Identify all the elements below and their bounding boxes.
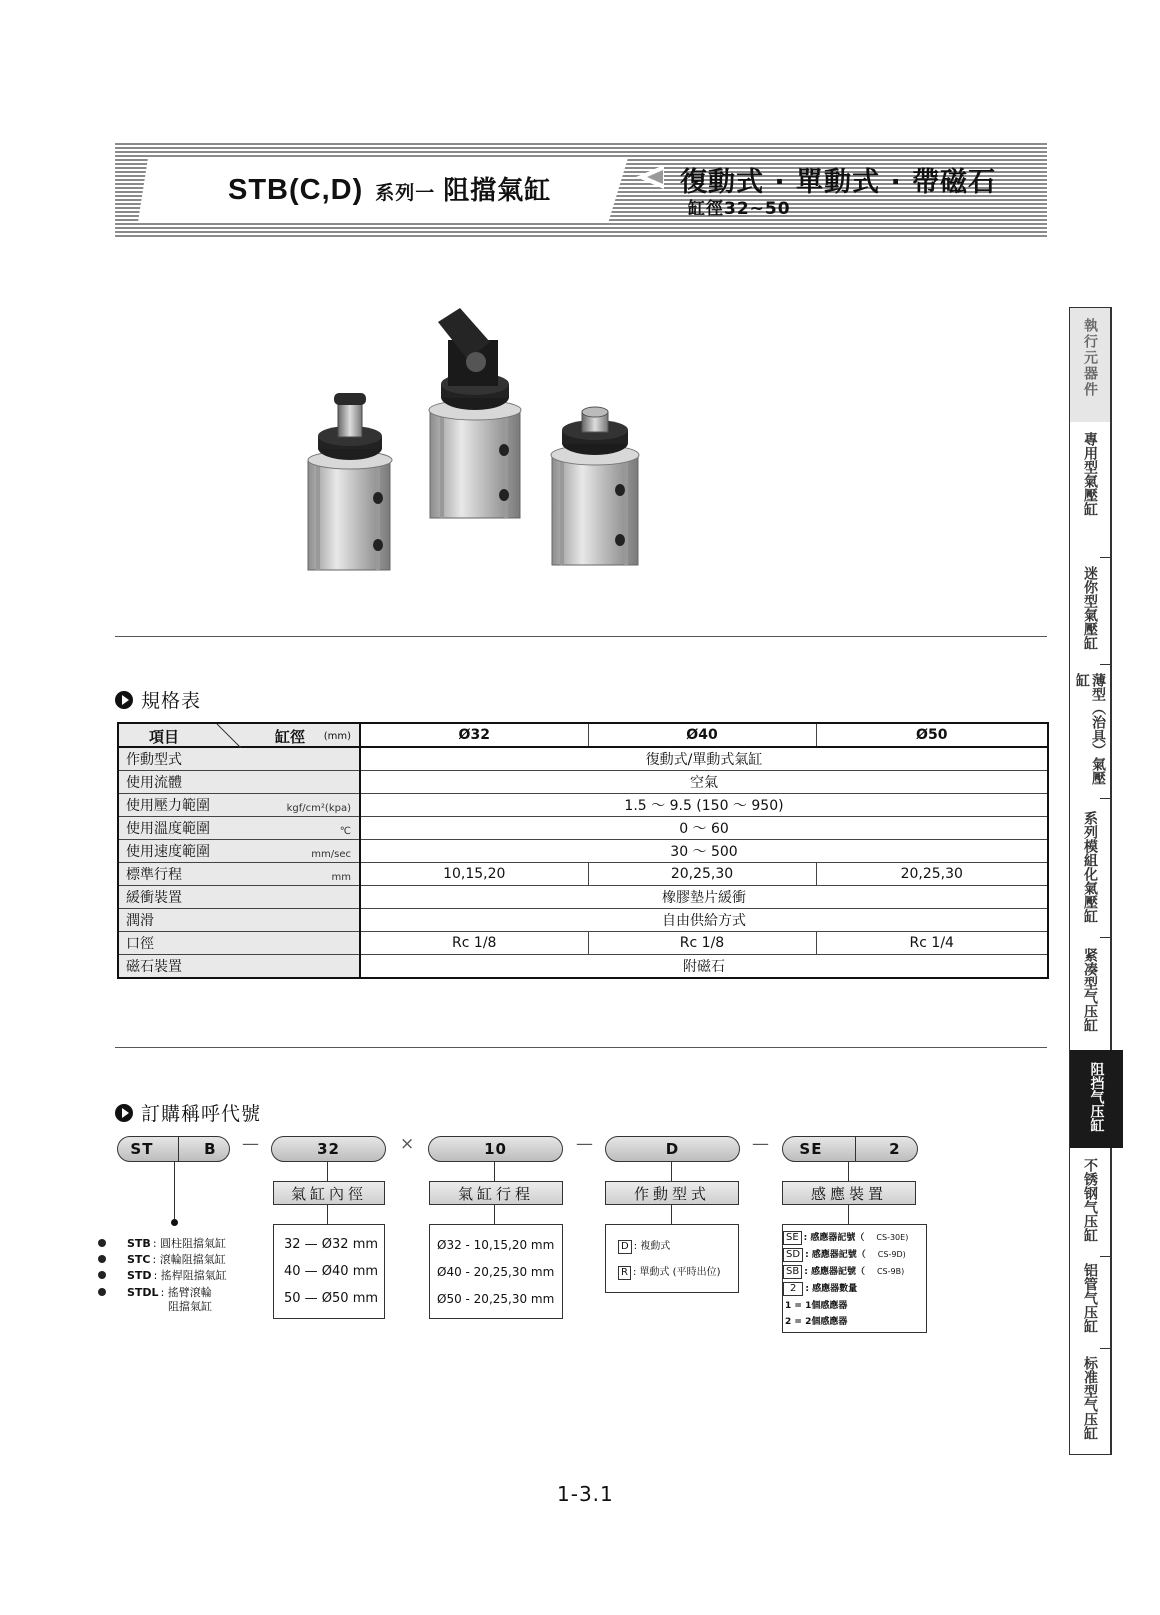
side-nav (1069, 307, 1112, 1455)
section-arrow-icon (115, 691, 133, 709)
label-stroke: 氣缸行程 (429, 1181, 563, 1205)
code-action: D (665, 1140, 680, 1158)
cell-value: 0 ～ 60 (360, 817, 1048, 840)
code-type-pill (117, 1136, 230, 1162)
stroke-option: Ø50 - 20,25,30 mm (437, 1292, 555, 1306)
nav-separator (1100, 664, 1112, 665)
code-separator: — (576, 1134, 593, 1154)
row-unit: kgf/cm²(kpa) (286, 803, 351, 814)
nav-separator (1100, 937, 1112, 938)
code-stroke-pill (428, 1136, 563, 1162)
connector-line (848, 1205, 849, 1224)
bullet-icon (98, 1255, 106, 1263)
nav-item-stainless-cylinder[interactable] (1070, 1158, 1110, 1252)
nav-item-compact-cylinder[interactable] (1070, 948, 1110, 1042)
title-product: 阻擋氣缸 (443, 175, 552, 205)
nav-item-aluminum-cylinder[interactable] (1070, 1263, 1110, 1343)
page-number: 1-3.1 (557, 1482, 614, 1506)
nav-separator (1100, 1348, 1112, 1349)
code-type: B (204, 1140, 217, 1158)
title-series: 系列一 (375, 183, 436, 204)
col-header: Ø50 (816, 723, 1048, 747)
nav-item-label: 系列模組化氣壓缸 (1082, 811, 1098, 923)
bullet-icon (98, 1271, 106, 1279)
stroke-option: Ø32 - 10,15,20 mm (437, 1238, 555, 1252)
nav-item-label: 标准型气压缸 (1082, 1356, 1098, 1440)
cell-value: 自由供給方式 (360, 909, 1048, 932)
nav-item-mini-cylinder[interactable] (1070, 566, 1110, 660)
cell-value: Rc 1/4 (816, 932, 1048, 955)
row-label: 磁石裝置 (118, 955, 360, 979)
connector-line (327, 1161, 328, 1181)
table-row (118, 886, 1048, 909)
cell-value: Rc 1/8 (360, 932, 588, 955)
nav-item-label: 不锈钢气压缸 (1082, 1158, 1098, 1242)
cell-value: 復動式/單動式氣缸 (360, 747, 1048, 771)
row-label: 潤滑 (118, 909, 360, 932)
cell-value: 30 ～ 500 (360, 840, 1048, 863)
code-stroke: 10 (484, 1140, 507, 1158)
nav-item-actuators[interactable] (1070, 308, 1110, 422)
cylinder-rod (551, 407, 639, 565)
label-bore: 氣缸內徑 (273, 1181, 385, 1205)
cell-value: 1.5 ～ 9.5 (150 ～ 950) (360, 794, 1048, 817)
nav-item-thin-cylinder[interactable] (1070, 673, 1110, 793)
row-unit: mm/sec (311, 849, 351, 860)
code-bore: 32 (317, 1140, 340, 1158)
sensor-note: 2 = 2個感應器 (785, 1317, 848, 1327)
connector-line (174, 1161, 175, 1222)
cell-value: 橡膠墊片緩衝 (360, 886, 1048, 909)
row-label: 使用溫度範圍 ℃ (118, 817, 360, 840)
table-row (118, 863, 1048, 886)
order-heading-text: 訂購稱呼代號 (141, 1103, 262, 1125)
spec-table (117, 722, 1049, 979)
pill-divider (855, 1137, 856, 1161)
cell-value: 20,25,30 (816, 863, 1048, 886)
corner-unit: (mm) (323, 731, 351, 742)
table-row (118, 955, 1048, 979)
table-row (118, 771, 1048, 794)
code-sensor: SE (799, 1140, 823, 1158)
sensor-option: SE : 感應器記號（ CS-30E) (783, 1230, 908, 1245)
code-sensor-count: 2 (889, 1140, 901, 1158)
connector-line (848, 1161, 849, 1181)
bore-option: 50 — Ø50 mm (284, 1291, 379, 1306)
nav-item-label: 铝管气压缸 (1082, 1263, 1098, 1333)
stroke-options-box (429, 1224, 563, 1319)
section-arrow-icon (115, 1104, 133, 1122)
label-sensor: 感應裝置 (782, 1181, 916, 1205)
cell-value: 10,15,20 (360, 863, 588, 886)
connector-line (494, 1205, 495, 1224)
connector-dot-icon (171, 1219, 178, 1226)
row-label: 口徑 (118, 932, 360, 955)
label-action: 作動型式 (605, 1181, 739, 1205)
code-action-pill (605, 1136, 740, 1162)
nav-separator (1100, 798, 1112, 799)
action-options-box (605, 1224, 739, 1293)
bore-option: 32 — Ø32 mm (284, 1237, 379, 1252)
sensor-option: SD : 感應器記號（ CS-9D) (783, 1247, 906, 1262)
row-label: 標準行程 mm (118, 863, 360, 886)
order-heading (115, 1099, 261, 1126)
title-model: STB(C,D) (228, 174, 364, 206)
pill-divider (178, 1137, 179, 1161)
sensor-option: SB : 感應器記號（ CS-9B) (783, 1264, 904, 1279)
bullet-icon (98, 1288, 106, 1296)
type-item: STB : 圓柱阻擋氣缸 (127, 1237, 227, 1250)
corner-item: 項目 (149, 728, 180, 746)
code-separator: — (752, 1134, 769, 1154)
table-row (118, 932, 1048, 955)
row-label: 使用壓力範圍 kgf/cm²(kpa) (118, 794, 360, 817)
spec-header-row (118, 723, 1048, 747)
bore-options-box (273, 1224, 385, 1319)
row-label: 作動型式 (118, 747, 360, 771)
code-prefix: ST (130, 1140, 154, 1158)
bore-option: 40 — Ø40 mm (284, 1264, 379, 1279)
product-photo (290, 300, 660, 590)
row-unit: mm (331, 872, 351, 883)
row-unit: ℃ (339, 826, 351, 837)
spec-heading-text: 規格表 (141, 690, 202, 712)
action-option: D : 複動式 (618, 1237, 670, 1254)
cell-value: 附磁石 (360, 955, 1048, 979)
col-header: Ø40 (588, 723, 816, 747)
spec-heading (115, 686, 201, 713)
connector-line (671, 1161, 672, 1181)
row-label: 使用流體 (118, 771, 360, 794)
cylinder-lever (429, 308, 521, 518)
bullet-icon (98, 1239, 106, 1247)
col-header: Ø32 (360, 723, 588, 747)
nav-item-label: 紧凑型气压缸 (1082, 948, 1098, 1032)
nav-item-standard-cylinder[interactable] (1070, 1356, 1110, 1450)
row-label: 緩衝裝置 (118, 886, 360, 909)
type-item: STC : 滾輪阻擋氣缸 (127, 1253, 226, 1266)
code-bore-pill (271, 1136, 386, 1162)
sensor-note: 1 = 1個感應器 (785, 1301, 848, 1311)
nav-item-label: 薄型（治具）氣壓缸 (1074, 673, 1106, 785)
cell-value: 空氣 (360, 771, 1048, 794)
nav-item-label: 執行元器件 (1082, 318, 1098, 398)
cylinder-roller (308, 393, 392, 570)
nav-separator (1100, 1256, 1112, 1257)
cell-value: 20,25,30 (588, 863, 816, 886)
nav-item-special-cylinder[interactable] (1070, 432, 1110, 552)
table-row (118, 909, 1048, 932)
nav-item-label: 阻挡气压缸 (1088, 1062, 1105, 1132)
sensor-option: 2 : 感應器數量 (783, 1281, 857, 1296)
type-item: STDL : 搖臂滾輪 (127, 1286, 212, 1299)
divider (115, 1047, 1047, 1048)
nav-separator (1100, 557, 1112, 558)
nav-item-label: 專用型氣壓缸 (1082, 432, 1098, 516)
code-separator: — (242, 1134, 259, 1154)
divider (115, 636, 1047, 637)
sensor-options-box (782, 1224, 927, 1333)
table-row (118, 817, 1048, 840)
banner-arrow-inner-icon (647, 170, 663, 184)
code-separator: × (400, 1134, 415, 1154)
type-item-cont: 阻擋氣缸 (168, 1300, 212, 1313)
header-types: 復動式 · 單動式 · 帶磁石 (680, 167, 997, 198)
cell-value: Rc 1/8 (588, 932, 816, 955)
table-row (118, 794, 1048, 817)
spec-corner-cell (118, 723, 360, 747)
action-option: R : 單動式 (平時出位) (618, 1263, 720, 1280)
corner-bore: 缸徑 (275, 728, 306, 746)
connector-line (494, 1161, 495, 1181)
stroke-option: Ø40 - 20,25,30 mm (437, 1265, 555, 1279)
nav-item-modular-cylinder[interactable] (1070, 811, 1110, 931)
type-item: STD : 搖桿阻擋氣缸 (127, 1269, 227, 1282)
row-label: 使用速度範圍 mm/sec (118, 840, 360, 863)
connector-line (327, 1205, 328, 1224)
code-sensor-pill (782, 1136, 918, 1162)
table-row (118, 747, 1048, 771)
header-bore-range: 缸徑32~50 (688, 199, 791, 219)
nav-item-label: 迷你型氣壓缸 (1082, 566, 1098, 650)
connector-line (671, 1205, 672, 1224)
nav-item-stopper-cylinder[interactable] (1070, 1050, 1123, 1148)
page-title (228, 170, 551, 207)
table-row (118, 840, 1048, 863)
